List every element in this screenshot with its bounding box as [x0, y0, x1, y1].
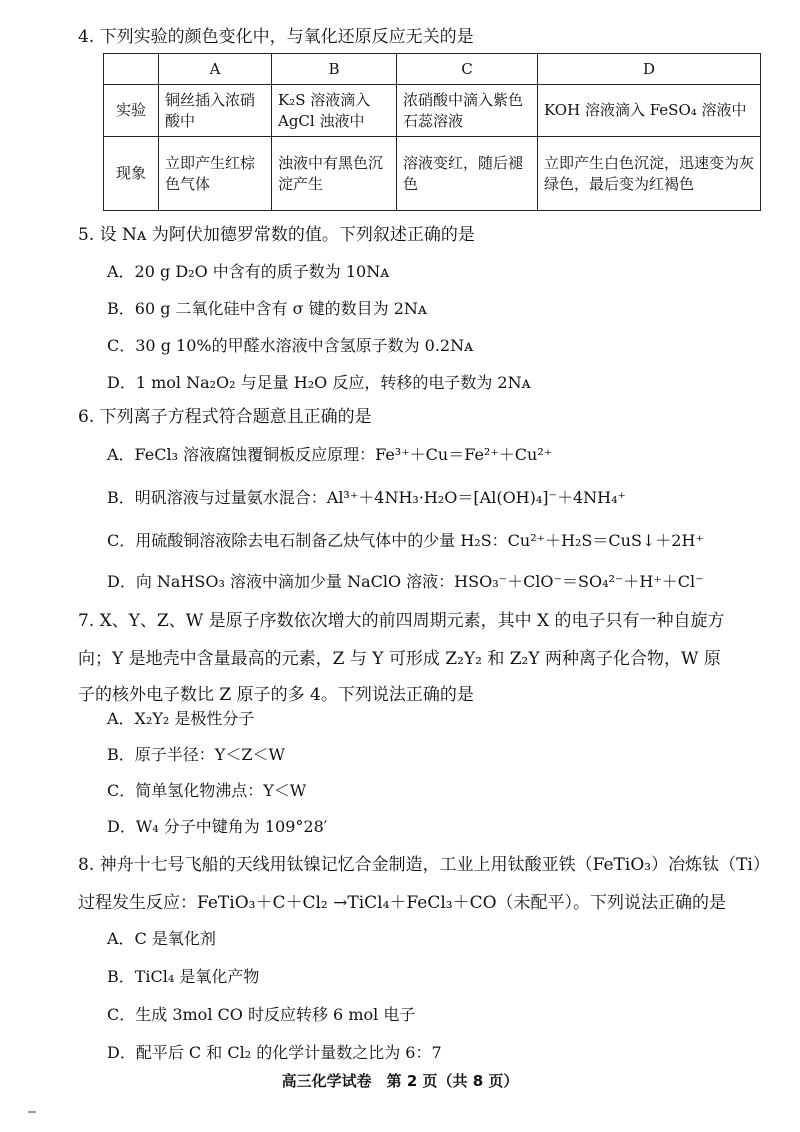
q4-col-a: A	[159, 54, 272, 85]
q4-phenomenon-row	[104, 137, 761, 211]
q4-exp-b: K₂S 溶液滴入AgCl 浊液中	[272, 85, 397, 137]
q4-exp-d: KOH 溶液滴入 FeSO₄ 溶液中	[538, 85, 761, 137]
q7-option-a: A．X₂Y₂ 是极性分子	[107, 709, 255, 728]
page-footer: 高三化学试卷 第 2 页（共 8 页）	[281, 1072, 519, 1090]
q7-option-b: B．原子半径：Y＜Z＜W	[107, 745, 285, 764]
q4-col-d: D	[538, 54, 761, 85]
scan-mark	[28, 1111, 36, 1113]
q4-col-c: C	[397, 54, 538, 85]
q8-stem-line-1: 8. 神舟十七号飞船的天线用钛镍记忆合金制造，工业上用钛酸亚铁（FeTiO₃）冶炼钛（Ti）	[78, 855, 770, 875]
q6-option-d: D．向 NaHSO₃ 溶液中滴加少量 NaClO 溶液：HSO₃⁻＋ClO⁻＝SO₄²⁻＋H⁺＋Cl⁻	[107, 572, 704, 591]
q4-obs-b: 浊液中有黑色沉淀产生	[272, 137, 397, 211]
q4-phenomenon-label: 现象	[104, 137, 159, 211]
q8-stem-line-2: 过程发生反应：FeTiO₃＋C＋Cl₂ →TiCl₄＋FeCl₃＋CO（未配平）。下列说法正确的是	[78, 893, 727, 913]
q6-option-c: C．用硫酸铜溶液除去电石制备乙炔气体中的少量 H₂S：Cu²⁺＋H₂S＝CuS↓＋2H⁺	[107, 531, 704, 550]
q4-corner-cell	[104, 54, 159, 85]
q7-option-d: D．W₄ 分子中键角为 109°28′	[107, 817, 328, 836]
q7-option-c: C．简单氢化物沸点：Y＜W	[107, 781, 307, 800]
q6-stem: 6. 下列离子方程式符合题意且正确的是	[78, 407, 372, 427]
q8-option-c: C．生成 3mol CO 时反应转移 6 mol 电子	[107, 1005, 416, 1024]
q5-option-d: D．1 mol Na₂O₂ 与足量 H₂O 反应，转移的电子数为 2Nᴀ	[107, 373, 531, 392]
q7-stem-line-3: 子的核外电子数比 Z 原子的多 4。下列说法正确的是	[78, 685, 474, 705]
q4-experiment-label: 实验	[104, 85, 159, 137]
q5-option-b: B．60 g 二氧化硅中含有 σ 键的数目为 2Nᴀ	[107, 299, 427, 318]
q4-exp-a: 铜丝插入浓硝酸中	[159, 85, 272, 137]
q5-option-a: A．20 g D₂O 中含有的质子数为 10Nᴀ	[107, 262, 390, 281]
q6-option-a: A．FeCl₃ 溶液腐蚀覆铜板反应原理：Fe³⁺＋Cu＝Fe²⁺＋Cu²⁺	[107, 445, 553, 464]
q4-obs-d: 立即产生白色沉淀，迅速变为灰绿色，最后变为红褐色	[538, 137, 761, 211]
q4-obs-c: 溶液变红，随后褪色	[397, 137, 538, 211]
q6-option-b: B．明矾溶液与过量氨水混合：Al³⁺＋4NH₃·H₂O＝[Al(OH)₄]⁻＋4NH₄⁺	[107, 488, 626, 507]
q7-stem-line-1: 7. X、Y、Z、W 是原子序数依次增大的前四周期元素，其中 X 的电子只有一种自旋方	[78, 611, 725, 631]
q7-stem-line-2: 向；Y 是地壳中含量最高的元素，Z 与 Y 可形成 Z₂Y₂ 和 Z₂Y 两种离子化合物，W 原	[78, 649, 721, 669]
q4-stem: 4. 下列实验的颜色变化中，与氧化还原反应无关的是	[78, 27, 474, 47]
q8-option-b: B．TiCl₄ 是氧化产物	[107, 967, 260, 986]
q4-experiment-row	[104, 85, 761, 137]
q5-stem: 5. 设 Nᴀ 为阿伏加德罗常数的值。下列叙述正确的是	[78, 225, 475, 245]
q8-option-d: D．配平后 C 和 Cl₂ 的化学计量数之比为 6：7	[107, 1043, 442, 1062]
q5-option-c: C．30 g 10%的甲醛水溶液中含氢原子数为 0.2Nᴀ	[107, 336, 474, 355]
q8-option-a: A．C 是氧化剂	[107, 929, 216, 948]
q4-exp-c: 浓硝酸中滴入紫色石蕊溶液	[397, 85, 538, 137]
q4-header-row	[104, 54, 761, 85]
q4-obs-a: 立即产生红棕色气体	[159, 137, 272, 211]
q4-col-b: B	[272, 54, 397, 85]
q4-table	[103, 53, 761, 211]
